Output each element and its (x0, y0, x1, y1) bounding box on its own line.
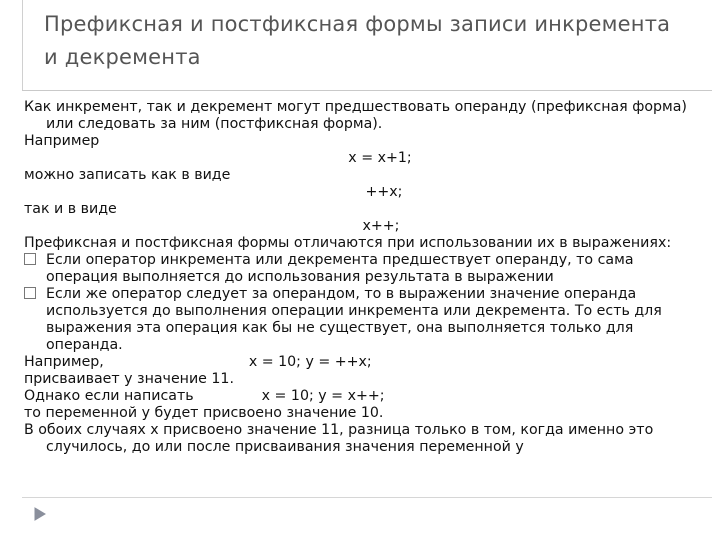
however-label: Однако если написать (24, 388, 194, 404)
however-line (24, 388, 704, 405)
intro-paragraph: Как инкремент, так и декремент могут предшествовать операнду (префиксная форма) или следовать за ним (постфиксная форма). (24, 99, 687, 132)
code-line-3: x++; (362, 218, 400, 234)
title-line-1: Префиксная и постфиксная формы записи инкремента (44, 12, 671, 36)
for-example-label: Например (24, 133, 100, 149)
bullet-text-prefix: Если оператор инкремента или декремента предшествует операнду, то сама операция выполняется до использования результата в выражении (46, 252, 634, 285)
difference-paragraph: Префиксная и постфиксная формы отличаются при использовании их в выражениях: (24, 235, 672, 251)
however-code: x = 10; y = x++; (261, 388, 385, 404)
example2-label: Например, (24, 354, 104, 370)
code-line-1: x = x+1; (348, 150, 412, 166)
result-line: то переменной y будет присвоено значение 10. (24, 405, 384, 421)
triangle-arrow-icon[interactable] (34, 507, 46, 521)
slide-title (44, 8, 694, 74)
bullet-text-postfix: Если же оператор следует за операндом, то в выражении значение операнда используется до выполнения операции инкремента или декремента. То есть для выражения эта операция как бы не существует, она выполняется только для операнда. (46, 286, 662, 353)
title-line-2: и декремента (44, 45, 201, 69)
example2-line (24, 354, 704, 371)
bullet-item-postfix (24, 286, 704, 354)
code-line-2: ++x; (365, 184, 403, 200)
square-bullet-icon (24, 287, 36, 299)
example2-code: x = 10; y = ++x; (248, 354, 372, 370)
can-write-label: можно записать как в виде (24, 167, 231, 183)
title-divider (22, 90, 712, 91)
conclusion-paragraph: В обоих случаях x присвоено значение 11, разница только в том, когда именно это случилось, до или после присваивания значения переменной y (24, 422, 654, 455)
bullet-item-prefix (24, 252, 704, 286)
slide-left-border (22, 0, 23, 90)
square-bullet-icon (24, 253, 36, 265)
or-as-label: так и в виде (24, 201, 117, 217)
slide-body (24, 99, 704, 456)
footer-divider (22, 497, 712, 498)
assigns-line: присваивает y значение 11. (24, 371, 234, 387)
